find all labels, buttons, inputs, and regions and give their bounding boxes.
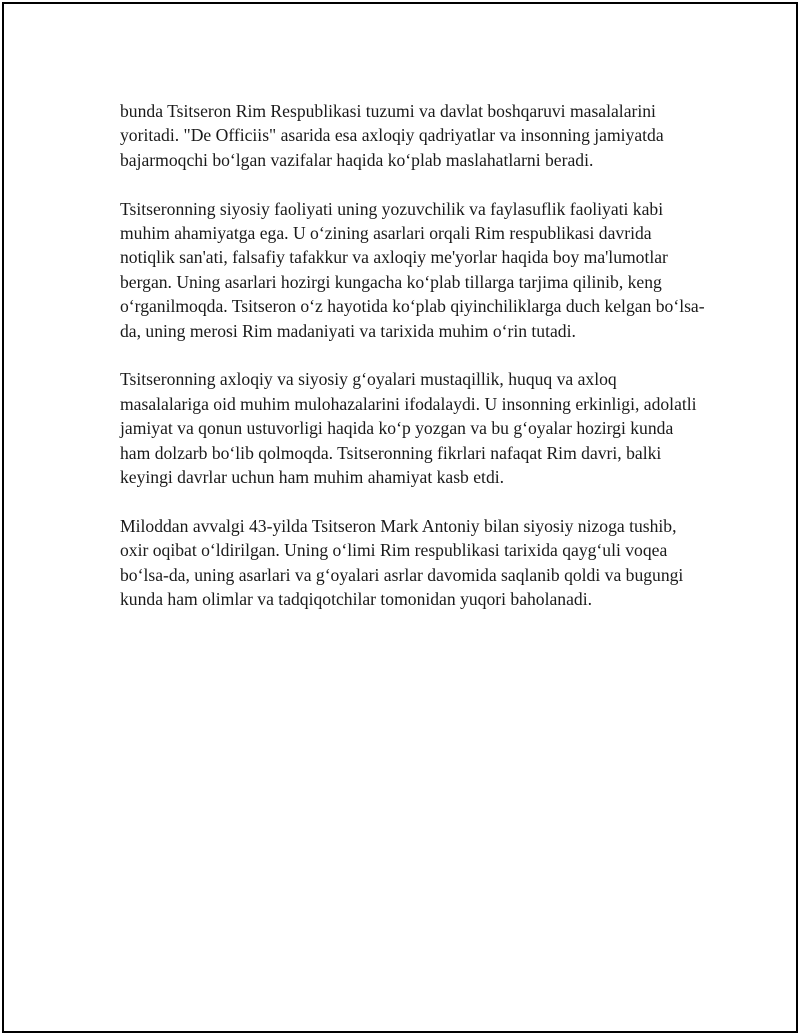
document-page [2, 2, 798, 1033]
document-body [120, 99, 705, 636]
paragraph-1: bunda Tsitseron Rim Respublikasi tuzumi va davlat boshqaruvi masalalarini yoritadi. "De Officiis" asarida esa axloqiy qadriyatlar va insonning jamiyatda bajarmoqchi bo‘lgan vazifalar haqida ko‘plab maslahatlarni beradi. [120, 101, 664, 170]
paragraph-4: Miloddan avvalgi 43-yilda Tsitseron Mark Antoniy bilan siyosiy nizoga tushib, oxir oqibat o‘ldirilgan. Uning o‘limi Rim respublikasi tarixida qayg‘uli voqea bo‘lsa-da, uning asarlari va g‘oyalari asrlar davomida saqlanib qoldi va bugungi kunda ham olimlar va tadqiqotchilar tomonidan yuqori baholanadi. [120, 515, 684, 610]
paragraph-3: Tsitseronning axloqiy va siyosiy g‘oyalari mustaqillik, huquq va axloq masalalariga oid muhim mulohazalarini ifodalaydi. U insonning erkinligi, adolatli jamiyat va qonun ustuvorligi haqida ko‘p yozgan va bu g‘oyalar hozirgi kunda ham dolzarb bo‘lib qolmoqda. Tsitseronning fikrlari nafaqat Rim davri, balki keyingi davrlar uchun ham muhim ahamiyat kasb etdi. [120, 369, 697, 488]
paragraph-2: Tsitseronning siyosiy faoliyati uning yozuvchilik va faylasuflik faoliyati kabi muhim ahamiyatga ega. U o‘zining asarlari orqali Rim respublikasi davrida notiqlik san'ati, falsafiy tafakkur va axloqiy me'yorlar haqida boy ma'lumotlar bergan. Uning asarlari hozirgi kungacha ko‘plab tillarga tarjima qilinib, keng o‘rganilmoqda. Tsitseron o‘z hayotida ko‘plab qiyinchiliklarga duch kelgan bo‘lsa-da, uning merosi Rim madaniyati va tarixida muhim o‘rin tutadi. [120, 198, 705, 341]
